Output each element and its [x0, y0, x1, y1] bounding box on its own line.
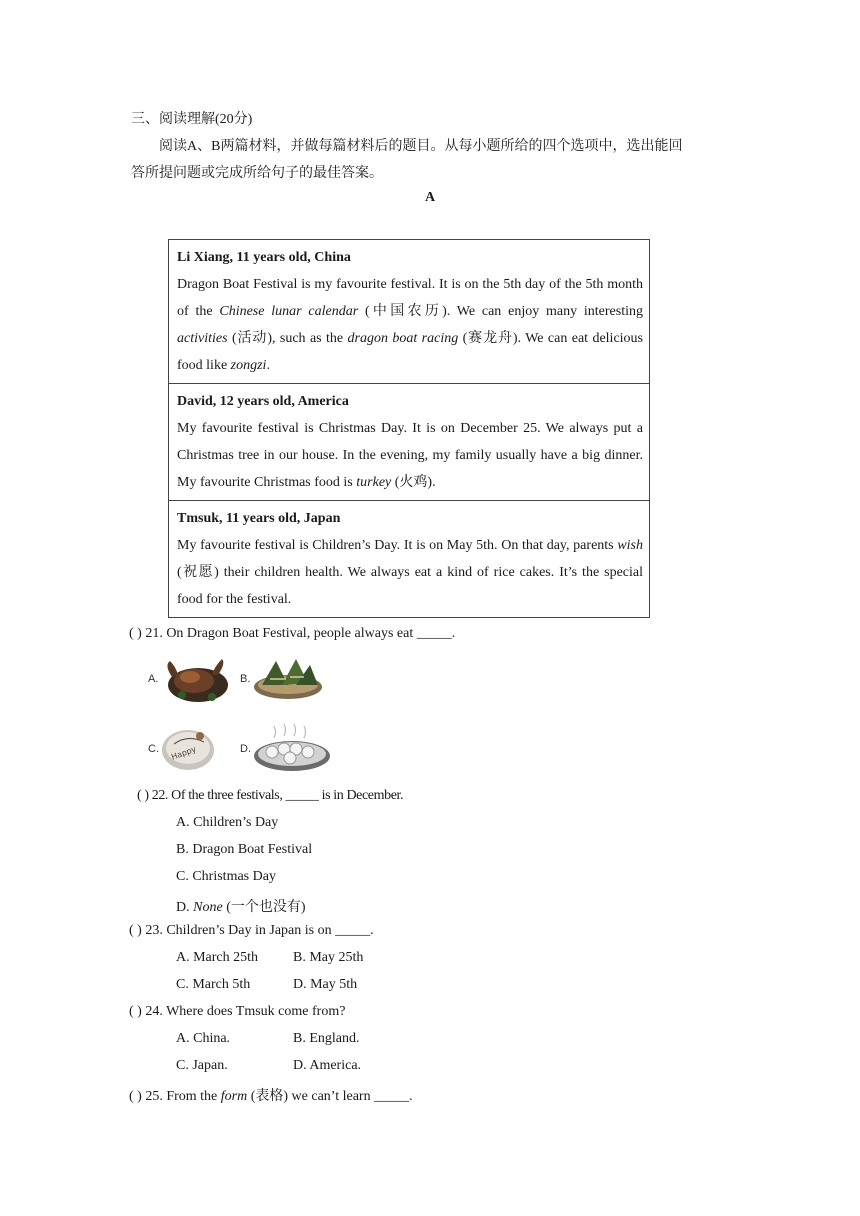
q23-option-b[interactable]: B. May 25th	[293, 950, 364, 965]
q24-option-c[interactable]: C. Japan.	[176, 1058, 228, 1073]
profile-name: David, 12 years old, America	[177, 394, 349, 409]
text-segment: (中国农历). We can enjoy many interesting	[358, 304, 643, 319]
q22-option-a[interactable]: A. Children’s Day	[176, 815, 279, 830]
question-25	[129, 1085, 413, 1105]
q22-option-b[interactable]: B. Dragon Boat Festival	[176, 842, 313, 857]
instructions-line-2: 答所提问题或完成所给句子的最佳答案。	[131, 166, 383, 181]
option-d-italic: None	[193, 900, 223, 915]
option-c-label: C.	[148, 743, 159, 755]
italic-term: Chinese lunar calendar	[219, 304, 359, 319]
text-segment: My favourite festival is Children’s Day. It is on May 5th. On that day, parents	[177, 538, 618, 553]
q25-suffix: (表格) we can’t learn _____.	[247, 1089, 413, 1104]
option-a-label: A.	[148, 673, 159, 685]
question-23: ( ) 23. Children’s Day in Japan is on _____.	[129, 923, 374, 938]
italic-term: dragon boat racing	[347, 331, 459, 346]
profile-name: Li Xiang, 11 years old, China	[177, 250, 351, 265]
question-24: ( ) 24. Where does Tmsuk come from?	[129, 1004, 346, 1019]
q24-option-d[interactable]: D. America.	[293, 1058, 362, 1073]
profile-text	[177, 271, 643, 379]
italic-term: wish	[617, 538, 643, 553]
profile-text	[177, 415, 643, 496]
option-d-label: D.	[240, 743, 251, 755]
option-d-prefix: D.	[176, 900, 194, 915]
text-segment: (赛龙舟). We can eat delicious food like	[177, 331, 643, 373]
italic-term: turkey	[356, 475, 392, 490]
italic-term: activities	[177, 331, 228, 346]
profile-david	[169, 384, 649, 501]
zongzi-icon[interactable]	[252, 655, 324, 703]
q22-option-c[interactable]: C. Christmas Day	[176, 869, 276, 884]
svg-text:Happy: Happy	[170, 744, 198, 762]
text-segment: .	[266, 358, 270, 373]
q23-option-d[interactable]: D. May 5th	[293, 977, 358, 992]
option-b-label: B.	[240, 673, 251, 685]
q25-prefix: ( ) 25. From the	[129, 1089, 221, 1104]
profile-li-xiang	[169, 240, 649, 384]
profile-text	[177, 532, 643, 613]
italic-term: zongzi	[230, 358, 267, 373]
profile-tmsuk	[169, 501, 649, 617]
q25-italic-word: form	[220, 1089, 248, 1104]
text-segment: (祝愿) their children health. We always eat a kind of rice cakes. It’s the special food for the festival.	[177, 565, 643, 607]
q24-option-b[interactable]: B. England.	[293, 1031, 360, 1046]
question-22: ( ) 22. Of the three festivals, _____ is in December.	[137, 788, 404, 803]
option-d-suffix: (一个也没有)	[222, 900, 306, 915]
section-title: 三、阅读理解(20分)	[131, 112, 253, 127]
profile-name: Tmsuk, 11 years old, Japan	[177, 511, 341, 526]
question-21: ( ) 21. On Dragon Boat Festival, people always eat _____.	[129, 626, 456, 641]
q22-option-d[interactable]	[176, 896, 306, 916]
text-segment: (活动), such as the	[227, 331, 348, 346]
q23-option-c[interactable]: C. March 5th	[176, 977, 251, 992]
q24-option-a[interactable]: A. China.	[176, 1031, 231, 1046]
dumplings-icon[interactable]	[252, 718, 332, 774]
q23-option-a[interactable]: A. March 25th	[176, 950, 259, 965]
text-segment: Dragon Boat Festival is my favourite festival. It is on the 5th day of the 5th month of the	[177, 277, 643, 319]
instructions-line-1: 阅读A、B两篇材料，并做每篇材料后的题目。从每小题所给的四个选项中，选出能回	[159, 139, 683, 154]
text-segment: My favourite festival is Christmas Day. It is on December 25. We always put a Christmas tree in our house. In the evening, my family usually have a big dinner. My favourite Christmas food is	[177, 421, 643, 490]
birthday-cake-icon[interactable]	[160, 720, 216, 774]
text-segment: (火鸡).	[391, 475, 436, 490]
profiles-table	[168, 239, 650, 618]
passage-label: A	[424, 190, 436, 205]
roast-turkey-icon[interactable]	[160, 655, 232, 707]
